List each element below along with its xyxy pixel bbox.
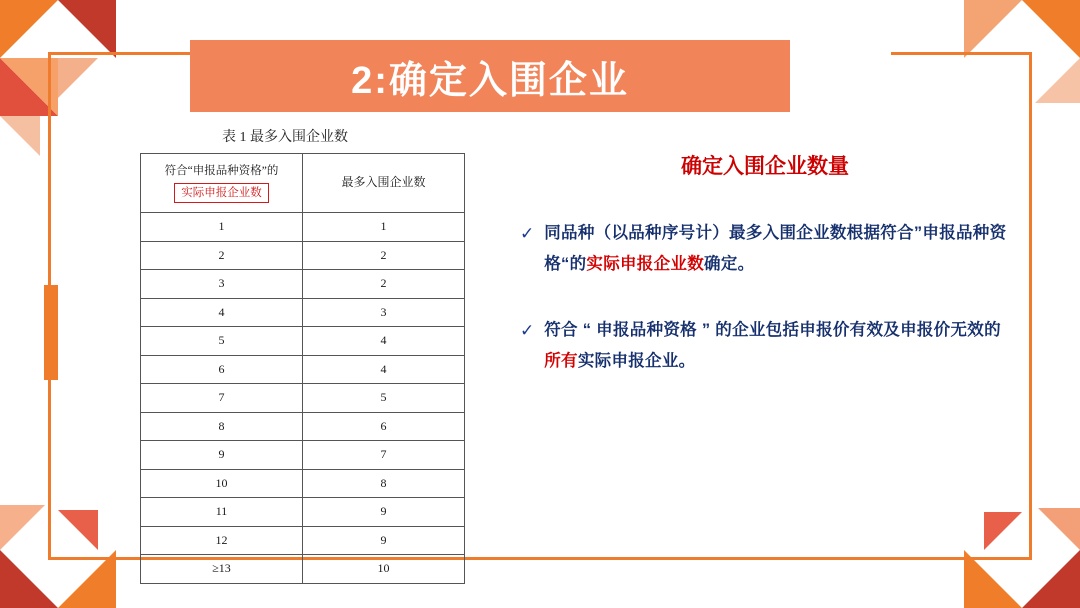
bullet-item	[520, 315, 1010, 376]
cell-declared-count: 9	[141, 441, 303, 470]
table-row	[141, 355, 465, 384]
max-shortlisted-enterprises-table	[140, 153, 465, 584]
table-row	[141, 498, 465, 527]
table-row	[141, 241, 465, 270]
triangle-shape	[1022, 0, 1080, 58]
table-row	[141, 298, 465, 327]
table-row	[141, 412, 465, 441]
table-row	[141, 469, 465, 498]
triangle-shape	[0, 116, 40, 156]
table-header-declared-line2: 实际申报企业数	[174, 183, 269, 204]
cell-declared-count: ≥13	[141, 555, 303, 584]
slide-title-banner	[190, 40, 790, 112]
cell-declared-count: 5	[141, 327, 303, 356]
table-header-row	[141, 154, 465, 213]
bullet-text-segment: 实际申报企业。	[577, 351, 696, 370]
cell-max-shortlisted: 6	[303, 412, 465, 441]
bullet-text	[544, 315, 1010, 376]
bullet-list	[520, 218, 1010, 376]
page-title: 2:确定入围企业	[351, 59, 629, 102]
check-icon: ✓	[520, 321, 535, 341]
triangle-shape	[964, 0, 1022, 58]
cell-max-shortlisted: 4	[303, 355, 465, 384]
bullet-text	[544, 218, 1010, 279]
cell-max-shortlisted: 7	[303, 441, 465, 470]
enterprise-table-block	[140, 126, 470, 584]
cell-declared-count: 8	[141, 412, 303, 441]
table-row	[141, 270, 465, 299]
content-column	[520, 150, 1010, 412]
check-icon: ✓	[520, 224, 535, 243]
cell-max-shortlisted: 5	[303, 384, 465, 413]
table-header-declared	[141, 154, 303, 213]
cell-declared-count: 12	[141, 526, 303, 555]
cell-max-shortlisted: 9	[303, 498, 465, 527]
table-row	[141, 441, 465, 470]
table-row	[141, 213, 465, 242]
cell-max-shortlisted: 2	[303, 241, 465, 270]
cell-declared-count: 11	[141, 498, 303, 527]
frame-left-accent-tab	[44, 285, 58, 380]
cell-max-shortlisted: 2	[303, 270, 465, 299]
section-heading: 确定入围企业数量	[681, 155, 849, 178]
bullet-item	[520, 218, 1010, 279]
table-header-declared-line1: 符合“申报品种资格”的	[164, 164, 279, 177]
cell-max-shortlisted: 8	[303, 469, 465, 498]
cell-declared-count: 1	[141, 213, 303, 242]
cell-declared-count: 3	[141, 270, 303, 299]
bullet-text-segment: 符合 “ 申报品种资格 ” 的企业包括申报价有效及申报价无效的	[544, 321, 1001, 340]
bullet-text-segment: 确定。	[704, 254, 755, 273]
table-row	[141, 555, 465, 584]
triangle-shape	[58, 0, 116, 58]
cell-max-shortlisted: 10	[303, 555, 465, 584]
table-caption: 表 1 最多入围企业数	[222, 130, 348, 145]
table-row	[141, 327, 465, 356]
triangle-shape	[1038, 508, 1080, 550]
cell-max-shortlisted: 4	[303, 327, 465, 356]
cell-declared-count: 4	[141, 298, 303, 327]
cell-max-shortlisted: 3	[303, 298, 465, 327]
cell-max-shortlisted: 1	[303, 213, 465, 242]
cell-declared-count: 2	[141, 241, 303, 270]
triangle-shape	[0, 505, 45, 550]
cell-declared-count: 7	[141, 384, 303, 413]
table-header-max: 最多入围企业数	[303, 154, 465, 213]
triangle-shape	[0, 0, 58, 58]
table-row	[141, 384, 465, 413]
bullet-text-segment: 同品种（以品种序号计）最多入围企业数根据符合”申报品种资格“的	[544, 224, 1007, 273]
cell-declared-count: 10	[141, 469, 303, 498]
bullet-text-highlight: 所有	[544, 351, 578, 370]
table-body	[141, 213, 465, 584]
triangle-shape	[1035, 58, 1080, 103]
table-row	[141, 526, 465, 555]
cell-declared-count: 6	[141, 355, 303, 384]
bullet-text-highlight: 实际申报企业数	[586, 254, 705, 273]
cell-max-shortlisted: 9	[303, 526, 465, 555]
